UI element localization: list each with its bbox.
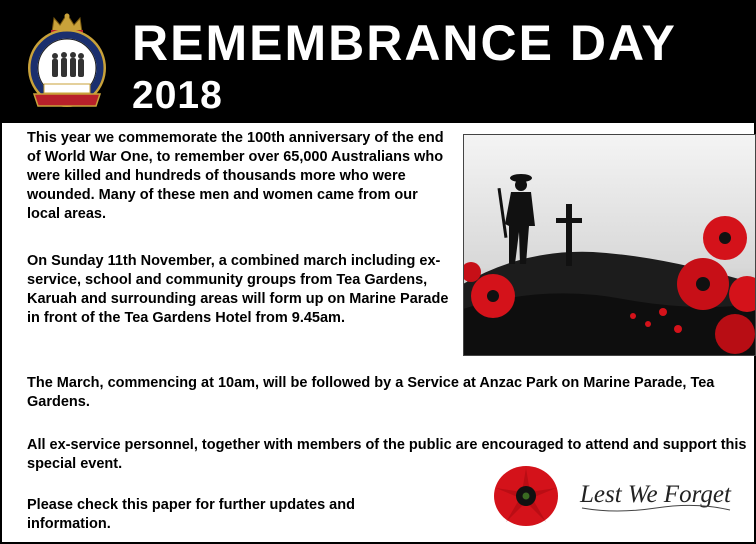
red-poppy-icon <box>486 462 566 530</box>
header-banner <box>2 2 754 123</box>
soldier-cross-poppies-illustration <box>463 134 756 356</box>
paragraph-updates: Please check this paper for further updates and information. <box>27 497 355 532</box>
lest-we-forget-logo <box>576 472 736 516</box>
paragraph-service: The March, commencing at 10am, will be followed by a Service at Anzac Park on Marine Parade, Tea Gardens. <box>27 375 715 410</box>
paragraph-anniversary: This year we commemorate the 100th anniversary of the end of World War One, to remember over 65,000 Australians who were killed and hundreds of thousands more who were wounded. Many of these men and women came from our local areas. <box>27 130 444 222</box>
paragraph-invitation: All ex-service personnel, together with members of the public are encouraged to attend and support this special event. <box>27 437 747 472</box>
rsl-badge-icon <box>22 10 112 114</box>
page-year: 2018 <box>132 74 223 117</box>
lest-we-forget-text: Lest We Forget <box>580 481 731 508</box>
page-title: REMEMBRANCE DAY <box>132 15 677 71</box>
paragraph-march-details: On Sunday 11th November, a combined march including ex-service, school and community groups from Tea Gardens, Karuah and surrounding areas will form up on Marine Parade in front of the Tea Gardens Hotel from 9.45am. <box>27 253 449 326</box>
